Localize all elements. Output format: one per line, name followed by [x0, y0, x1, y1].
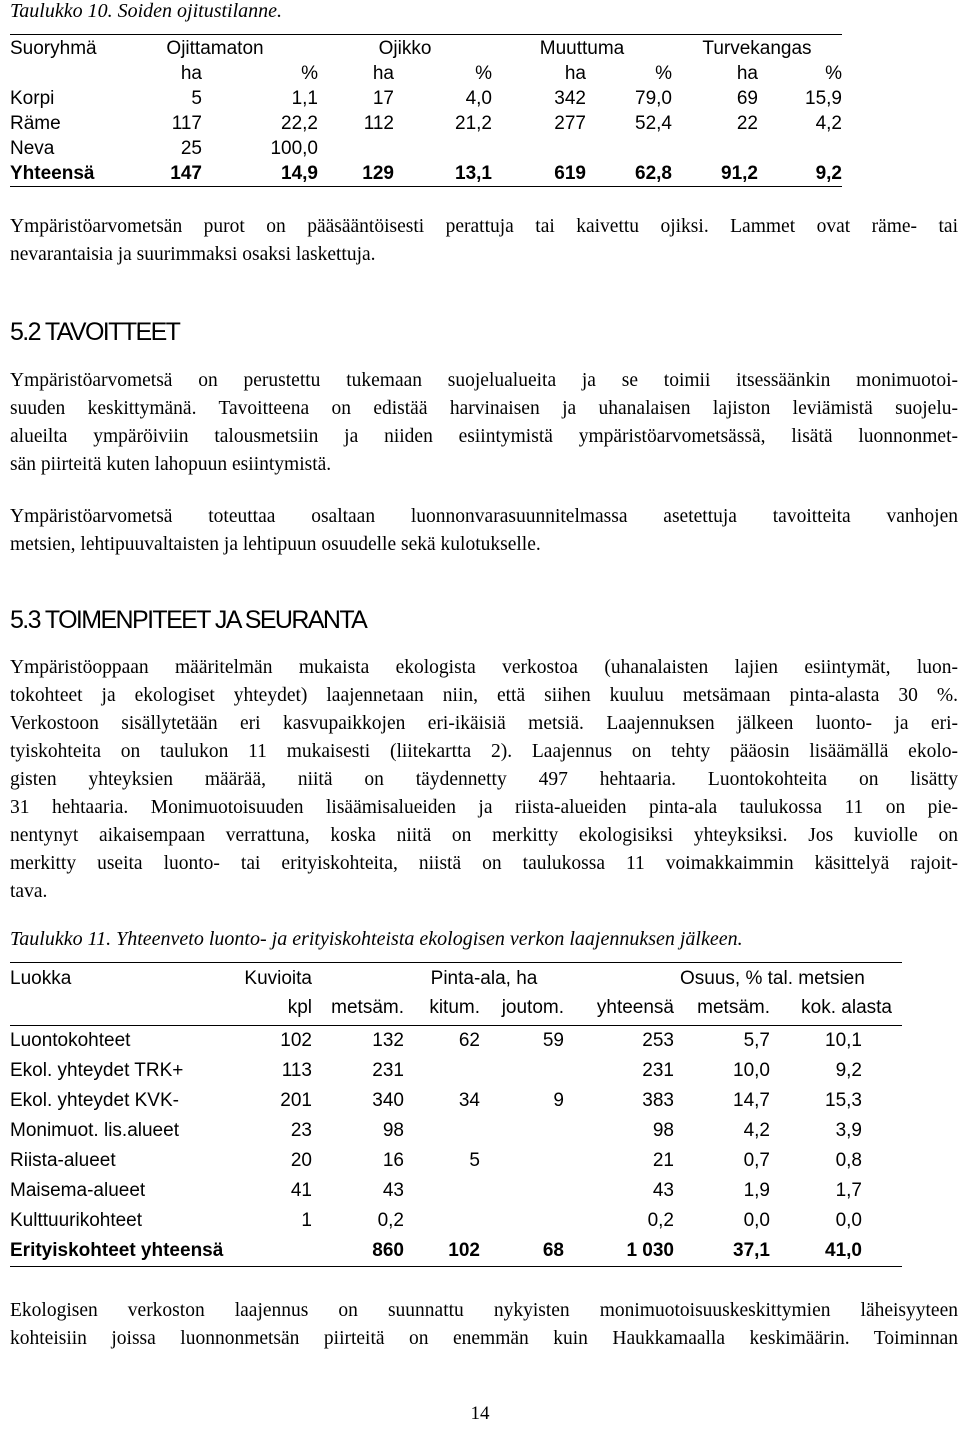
table11-cell: 0,0	[835, 1210, 862, 1231]
table11-cell	[404, 1116, 480, 1146]
table11-unit-header-row	[10, 993, 902, 1023]
table11-caption: Taulukko 11. Yhteenveto luonto- ja erityiskohteista ekologisen verkon laajennuksen jälkeen.	[10, 928, 743, 950]
table11-cell	[480, 1056, 564, 1086]
table11-header-osuus: Osuus, % tal. metsien	[680, 967, 865, 989]
table11-cell: 43	[652, 1180, 674, 1201]
table10-top-rule	[10, 34, 842, 35]
table10-total-cell: 619	[554, 162, 586, 184]
table11-cell: 9,2	[835, 1060, 862, 1081]
section-heading-5-3: 5.3 TOIMENPITEET JA SEURANTA	[10, 606, 367, 634]
table11-cell: 0,2	[377, 1210, 404, 1231]
paragraph-line: kohteisiin joissa luonnonmetsän piirteitä on enemmän kuin Haukkamaalla keskimäärin. Toiminnan	[10, 1328, 958, 1349]
table11-total-cell: 41,0	[825, 1240, 862, 1261]
table10-cell: 17	[372, 87, 394, 109]
table11-total-row	[10, 1236, 902, 1266]
table11-total-cell: 102	[448, 1240, 480, 1261]
table11-cell	[404, 1206, 480, 1236]
paragraph-line: alueilta ympäröiviin talousmetsiin ja niiden esiintymistä ympäristöarvometsässä, lisätä luonnonmet-	[10, 426, 958, 447]
table11-row-label: Luontokohteet	[10, 1030, 131, 1051]
table11-total-cell: 68	[542, 1240, 564, 1261]
table11-total-cell: 1 030	[626, 1240, 674, 1261]
table11-cell: 15,3	[825, 1090, 862, 1111]
table10-row-label: Korpi	[10, 87, 55, 109]
table11-cell: 231	[372, 1060, 404, 1081]
table10-caption: Taulukko 10. Soiden ojitustilanne.	[10, 0, 283, 22]
table11-header-pinta-ala: Pinta-ala, ha	[430, 967, 538, 989]
table11-top-rule	[10, 962, 902, 963]
table10-cell: 22,2	[281, 112, 318, 134]
table10-unit: %	[655, 62, 672, 84]
table10-unit: %	[301, 62, 318, 84]
table10-total-cell: 129	[362, 162, 394, 184]
table11-cell: 0,8	[835, 1150, 862, 1171]
table10-row	[10, 111, 842, 136]
table11-total-cell: 860	[372, 1240, 404, 1261]
paragraph-line: Ympäristöarvometsän purot on pääsääntöisesti perattuja tai kaivettu ojiksi. Lammet ovat räme- tai	[10, 216, 958, 237]
table11-cell: 0,7	[743, 1150, 770, 1171]
table11-cell: 9	[553, 1090, 564, 1111]
table11-cell: 253	[642, 1030, 674, 1051]
table10-cell: 1,1	[291, 87, 318, 109]
table11-cell: 14,7	[733, 1090, 770, 1111]
table10-row	[10, 86, 842, 111]
table11-unit: metsäm.	[331, 997, 404, 1018]
paragraph-line: nevarantaisia ja suurimmaksi osaksi laskettuja.	[10, 244, 376, 265]
table11-total-cell: 37,1	[733, 1240, 770, 1261]
table11-cell: 10,1	[825, 1030, 862, 1051]
table10-header-turvekangas: Turvekangas	[702, 37, 812, 59]
table10-total-cell: 9,2	[815, 162, 842, 184]
table10-cell: 52,4	[635, 112, 672, 134]
paragraph-line: Ympäristöarvometsä toteuttaa osaltaan luonnonvarasuunnitelmassa asetettuja tavoitteita vanhojen	[10, 506, 958, 527]
table10-cell: 100,0	[270, 137, 318, 159]
table11-row-label: Monimuot. lis.alueet	[10, 1120, 179, 1141]
table11-total-label: Erityiskohteet yhteensä	[10, 1240, 224, 1261]
table11-cell: 0,0	[743, 1210, 770, 1231]
paragraph-line: sän piirteitä kuten lahopuun esiintymistä.	[10, 454, 332, 475]
paragraph-line: Verkostoon sisällytetään eri kasvupaikkojen eri-ikäisiä metsiä. Laajennuksen jälkeen luonto- ja eri-	[10, 713, 958, 734]
table11-cell: 0,2	[647, 1210, 674, 1231]
table11-cell: 132	[372, 1030, 404, 1051]
table11-cell	[480, 1176, 564, 1206]
table11-cell: 23	[290, 1120, 312, 1141]
table11-row	[10, 1176, 902, 1206]
table10-total-row	[10, 161, 842, 186]
table10-row	[10, 136, 842, 161]
table11-row	[10, 1146, 902, 1176]
table11-cell	[480, 1206, 564, 1236]
table11-cell: 4,2	[743, 1120, 770, 1141]
table11-cell: 1,7	[835, 1180, 862, 1201]
table10-row-label: Räme	[10, 112, 61, 134]
table10-cell	[394, 136, 492, 161]
table10-cell	[492, 136, 586, 161]
table11-cell: 5	[469, 1150, 480, 1171]
table11-unit: joutom.	[501, 997, 564, 1018]
table11-unit: kitum.	[429, 997, 480, 1018]
table10-total-cell: 14,9	[281, 162, 318, 184]
table11-header-kuvioita: Kuvioita	[244, 967, 312, 989]
table10-row-label: Neva	[10, 137, 55, 159]
table10-total-cell: 13,1	[455, 162, 492, 184]
table11-body	[10, 1026, 902, 1266]
table11-cell: 3,9	[835, 1120, 862, 1141]
table11-cell	[404, 1176, 480, 1206]
paragraph-2	[10, 367, 958, 479]
table10-cell: 342	[554, 87, 586, 109]
table11-row	[10, 1116, 902, 1146]
table10-group-header-row	[10, 36, 842, 61]
table11-cell: 43	[382, 1180, 404, 1201]
paragraph-1	[10, 213, 958, 269]
paragraph-line: nentynyt aikaisempaan verrattuna, koska niitä on merkitty ekologisiksi yhteyksiksi. Jos kuviolle on	[10, 825, 958, 846]
table10-unit-header-row	[10, 61, 842, 86]
table10-cell: 117	[171, 112, 202, 134]
paragraph-line: Ekologisen verkoston laajennus on suunnattu nykyisten monimuotoisuuskeskittymien läheisyyteen	[10, 1300, 958, 1321]
table11-cell	[480, 1146, 564, 1176]
table11-unit: yhteensä	[596, 997, 674, 1018]
table11-cell	[404, 1056, 480, 1086]
table11-unit: metsäm.	[697, 997, 770, 1018]
table10-total-cell: 147	[170, 162, 202, 184]
paragraph-line: tava.	[10, 881, 48, 902]
table11-row	[10, 1056, 902, 1086]
table11-cell: 1,9	[743, 1180, 770, 1201]
table10-header-muuttuma: Muuttuma	[539, 37, 625, 59]
table11-row-label: Kulttuurikohteet	[10, 1210, 143, 1231]
table11-cell: 34	[458, 1090, 480, 1111]
table10-bottom-rule	[10, 186, 842, 187]
table10-header-suoryhma: Suoryhmä	[10, 37, 97, 59]
table11-cell: 62	[458, 1030, 480, 1051]
table11-cell: 21	[652, 1150, 674, 1171]
table11-cell: 340	[372, 1090, 404, 1111]
table11-cell	[480, 1116, 564, 1146]
table10-unit: %	[825, 62, 842, 84]
table10-header-ojittamaton: Ojittamaton	[166, 37, 264, 59]
table11-cell: 231	[642, 1060, 674, 1081]
paragraph-line: tyiskohteita on taulukon 11 mukaisesti (liitekartta 2). Laajennus on tehty pääosin lisäämällä ekolo-	[10, 741, 958, 762]
table11-header-luokka: Luokka	[10, 967, 72, 989]
table10-cell: 4,2	[815, 112, 842, 134]
table10-total-cell: 62,8	[635, 162, 672, 184]
table11-cell: 1	[301, 1210, 312, 1231]
table11-cell: 383	[642, 1090, 674, 1111]
table11-unit: kok. alasta	[801, 997, 892, 1018]
table10-cell: 112	[363, 112, 394, 134]
table11-cell: 201	[280, 1090, 312, 1111]
table10-cell: 5	[191, 87, 202, 109]
table10-cell	[586, 136, 672, 161]
page-number: 14	[470, 1403, 490, 1424]
table10-cell: 22	[736, 112, 758, 134]
paragraph-3	[10, 503, 958, 559]
table11-cell: 20	[290, 1150, 312, 1171]
paragraph-line: Ympäristöarvometsä on perustettu tukemaan suojelualueita ja se toimii itsessäänkin monimuotoi-	[10, 370, 958, 391]
table11-cell: 16	[382, 1150, 404, 1171]
table10-header-ojikko: Ojikko	[378, 37, 432, 59]
table11-row	[10, 1206, 902, 1236]
table11-cell: 98	[382, 1120, 404, 1141]
table11-row-label: Ekol. yhteydet KVK-	[10, 1090, 179, 1111]
table10-unit: ha	[372, 62, 394, 84]
paragraph-5	[10, 1297, 958, 1353]
table11-bottom-rule	[10, 1266, 902, 1267]
section-heading-5-2: 5.2 TAVOITTEET	[10, 318, 180, 346]
table10-unit: ha	[564, 62, 586, 84]
table11-cell: 41	[290, 1180, 312, 1201]
table10-unit: ha	[736, 62, 758, 84]
table11-row-label: Maisema-alueet	[10, 1180, 146, 1201]
table10-total-cell: 91,2	[721, 162, 758, 184]
table10-cell: 25	[180, 137, 202, 159]
table11-row-label: Ekol. yhteydet TRK+	[10, 1060, 184, 1081]
table10-unit: ha	[180, 62, 202, 84]
table11-row-label: Riista-alueet	[10, 1150, 116, 1171]
table10-cell: 79,0	[635, 87, 672, 109]
table11-cell: 98	[652, 1120, 674, 1141]
table10-total-label: Yhteensä	[10, 162, 95, 184]
table11-group-header-row	[10, 964, 902, 993]
table10-cell: 21,2	[455, 112, 492, 134]
table11-cell: 113	[281, 1060, 312, 1081]
table11-cell: 102	[280, 1030, 312, 1051]
table11-row	[10, 1026, 902, 1056]
paragraph-line: suuden keskittymänä. Tavoitteena on edistää harvinaisen ja uhanalaisen lajiston leviämistä suojelu-	[10, 398, 958, 419]
table10-cell	[758, 136, 842, 161]
table10-cell: 15,9	[805, 87, 842, 109]
table10-unit: %	[475, 62, 492, 84]
paragraph-line: gisten yhteyksien määrää, niitä on täydennetty 497 hehtaaria. Luontokohteita on lisätty	[10, 769, 958, 790]
table11-cell: 59	[542, 1030, 564, 1051]
table10-cell: 4,0	[465, 87, 492, 109]
paragraph-line: Ympäristöoppaan määritelmän mukaista ekologista verkostoa (uhanalaisten lajien esiintymät, luon-	[10, 657, 958, 678]
paragraph-line: metsien, lehtipuuvaltaisten ja lehtipuun osuudelle sekä kulotukselle.	[10, 534, 541, 555]
paragraph-line: 31 hehtaaria. Monimuotoisuuden lisäämisalueiden ja riista-alueiden pinta-ala taulukossa 11 on pie-	[10, 797, 958, 818]
table11-unit: kpl	[287, 997, 312, 1018]
table10-cell: 69	[736, 87, 758, 109]
table11-total-cell	[238, 1236, 312, 1266]
table11	[10, 964, 902, 1023]
table10-cell: 277	[554, 112, 586, 134]
paragraph-line: tokohteet ja ekologiset yhteydet) laajennetaan niin, että siihen kuuluu metsämaan pinta-alasta 30 %.	[10, 685, 958, 706]
table10-cell	[318, 136, 394, 161]
paragraph-4	[10, 654, 958, 906]
table11-cell: 10,0	[733, 1060, 770, 1081]
table10-cell	[672, 136, 758, 161]
table11-cell: 5,7	[743, 1030, 770, 1051]
table11-row	[10, 1086, 902, 1116]
table10	[10, 36, 842, 186]
paragraph-line: merkitty useita luonto- tai erityiskohteita, niistä on taulukossa 11 voimakkaimmin käsittelyä rajoit-	[10, 853, 958, 874]
